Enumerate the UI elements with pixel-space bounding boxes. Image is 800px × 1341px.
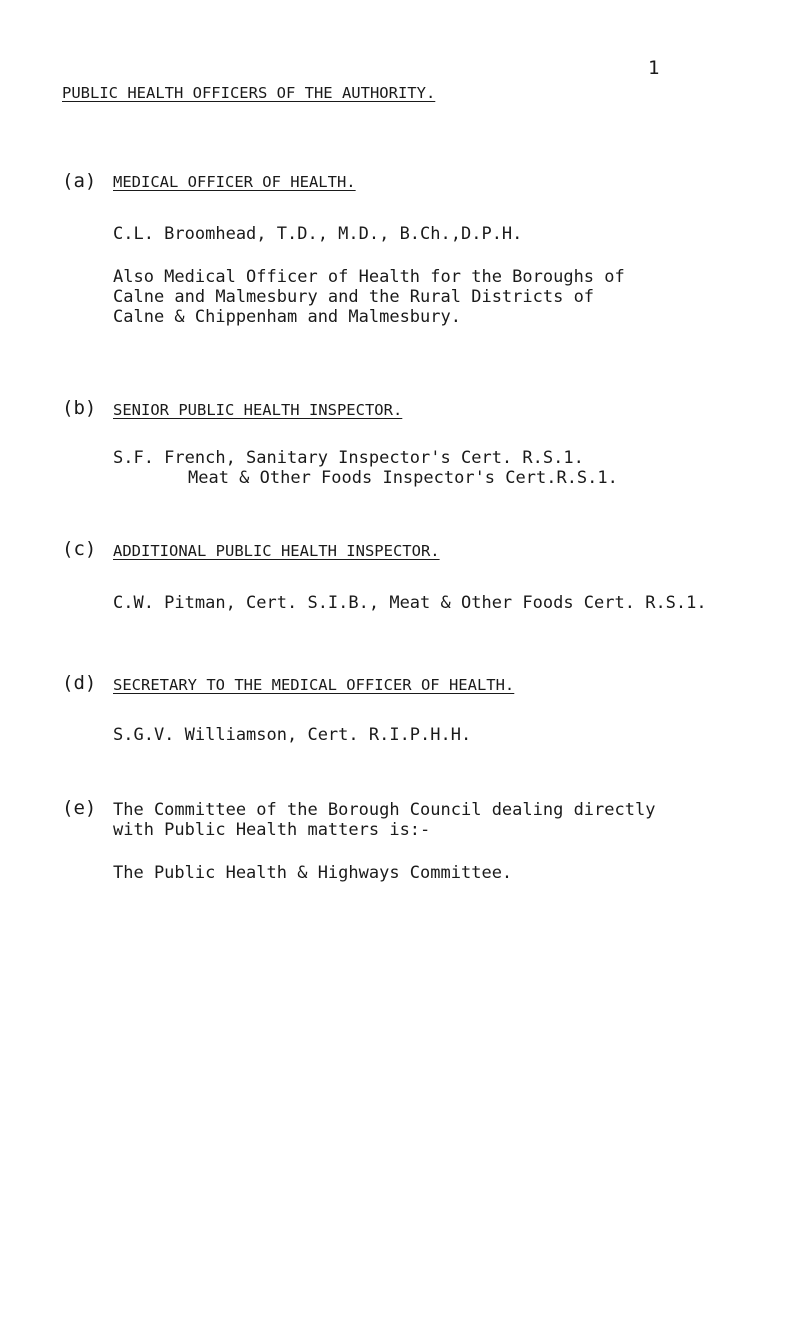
section-letter: (e) [62, 797, 97, 819]
section-letter: (d) [62, 672, 97, 694]
text-line: Meat & Other Foods Inspector's Cert.R.S.1. [188, 468, 618, 488]
text-line: with Public Health matters is:- [113, 820, 431, 840]
section-letter: (a) [62, 170, 97, 192]
document-title: PUBLIC HEALTH OFFICERS OF THE AUTHORITY. [62, 84, 436, 102]
text-line: S.F. French, Sanitary Inspector's Cert. R.S.1. [113, 448, 584, 468]
text-line: The Committee of the Borough Council dealing directly [113, 800, 656, 820]
section-heading: MEDICAL OFFICER OF HEALTH. [113, 173, 356, 191]
text-line: S.G.V. Williamson, Cert. R.I.P.H.H. [113, 725, 472, 745]
section-heading: SENIOR PUBLIC HEALTH INSPECTOR. [113, 401, 403, 419]
text-line: Also Medical Officer of Health for the Boroughs of [113, 267, 625, 287]
section-letter: (c) [62, 538, 97, 560]
text-line: C.W. Pitman, Cert. S.I.B., Meat & Other Foods Cert. R.S.1. [113, 593, 707, 613]
section-letter: (b) [62, 397, 97, 419]
text-line: C.L. Broomhead, T.D., M.D., B.Ch.,D.P.H. [113, 224, 523, 244]
text-line: The Public Health & Highways Committee. [113, 863, 513, 883]
section-heading: SECRETARY TO THE MEDICAL OFFICER OF HEALTH. [113, 676, 515, 694]
text-line: Calne & Chippenham and Malmesbury. [113, 307, 461, 327]
text-line: Calne and Malmesbury and the Rural Districts of [113, 287, 595, 307]
section-heading: ADDITIONAL PUBLIC HEALTH INSPECTOR. [113, 542, 440, 560]
page-number: 1 [648, 57, 660, 79]
